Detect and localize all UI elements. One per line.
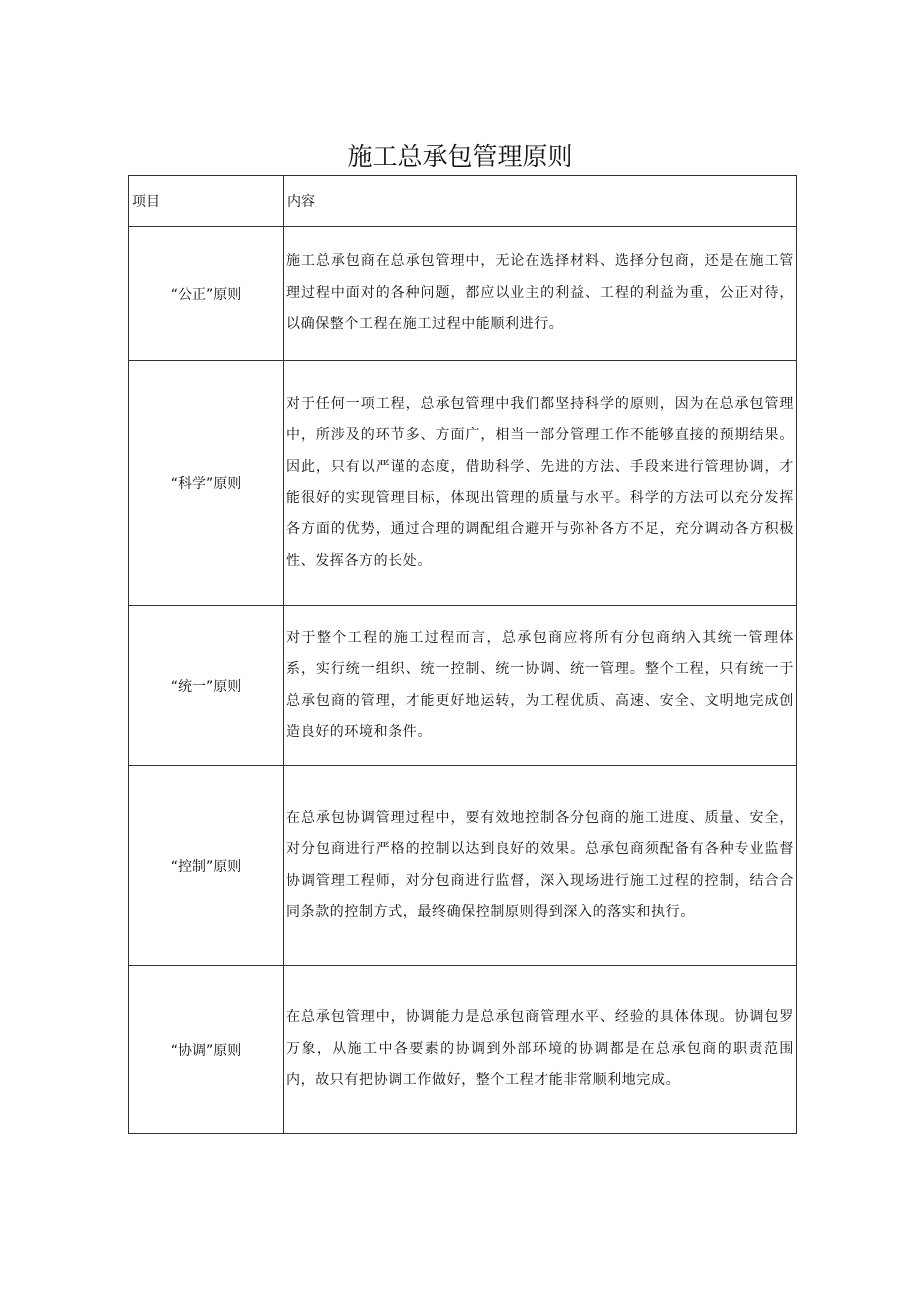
page-title: 施工总承包管理原则 xyxy=(347,142,573,171)
row-item-fairness: “公正”原则 xyxy=(129,227,284,361)
table-row xyxy=(129,606,797,766)
table-row xyxy=(129,766,797,966)
row-content-control: 在总承包协调管理过程中，要有效地控制各分包商的施工进度、质量、安全，对分包商进行严格的控制以达到良好的效果。总承包商须配备有各种专业监督协调管理工程师，对分包商进行监督，深入现场进行施工过程的控制，结合合同条款的控制方式，最终确保控制原则得到深入的落实和执行。 xyxy=(284,766,797,966)
table-row xyxy=(129,966,797,1134)
row-item-control: “控制”原则 xyxy=(129,766,284,966)
table-row xyxy=(129,227,797,361)
principles-table xyxy=(128,175,797,1134)
row-content-unity: 对于整个工程的施工过程而言，总承包商应将所有分包商纳入其统一管理体系，实行统一组织、统一控制、统一协调、统一管理。整个工程，只有统一于总承包商的管理，才能更好地运转，为工程优质、高速、安全、文明地完成创造良好的环境和条件。 xyxy=(284,606,797,766)
row-item-unity: “统一”原则 xyxy=(129,606,284,766)
row-item-science: “科学”原则 xyxy=(129,361,284,606)
row-content-science: 对于任何一项工程，总承包管理中我们都坚持科学的原则，因为在总承包管理中，所涉及的环节多、方面广，相当一部分管理工作不能够直接的预期结果。因此，只有以严谨的态度，借助科学、先进的方法、手段来进行管理协调，才能很好的实现管理目标，体现出管理的质量与水平。科学的方法可以充分发挥各方面的优势，通过合理的调配组合避开与弥补各方不足，充分调动各方积极性、发挥各方的长处。 xyxy=(284,361,797,606)
row-content-coordination: 在总承包管理中，协调能力是总承包商管理水平、经验的具体体现。协调包罗万象，从施工中各要素的协调到外部环境的协调都是在总承包商的职责范围内，故只有把协调工作做好，整个工程才能非常顺利地完成。 xyxy=(284,966,797,1134)
row-item-coordination: “协调”原则 xyxy=(129,966,284,1134)
table-row xyxy=(129,361,797,606)
header-item: 项目 xyxy=(129,176,284,227)
row-content-fairness: 施工总承包商在总承包管理中，无论在选择材料、选择分包商，还是在施工管理过程中面对的各种问题，都应以业主的利益、工程的利益为重，公正对待，以确保整个工程在施工过程中能顺利进行。 xyxy=(284,227,797,361)
table-header-row xyxy=(129,176,797,227)
header-content: 内容 xyxy=(284,176,797,227)
